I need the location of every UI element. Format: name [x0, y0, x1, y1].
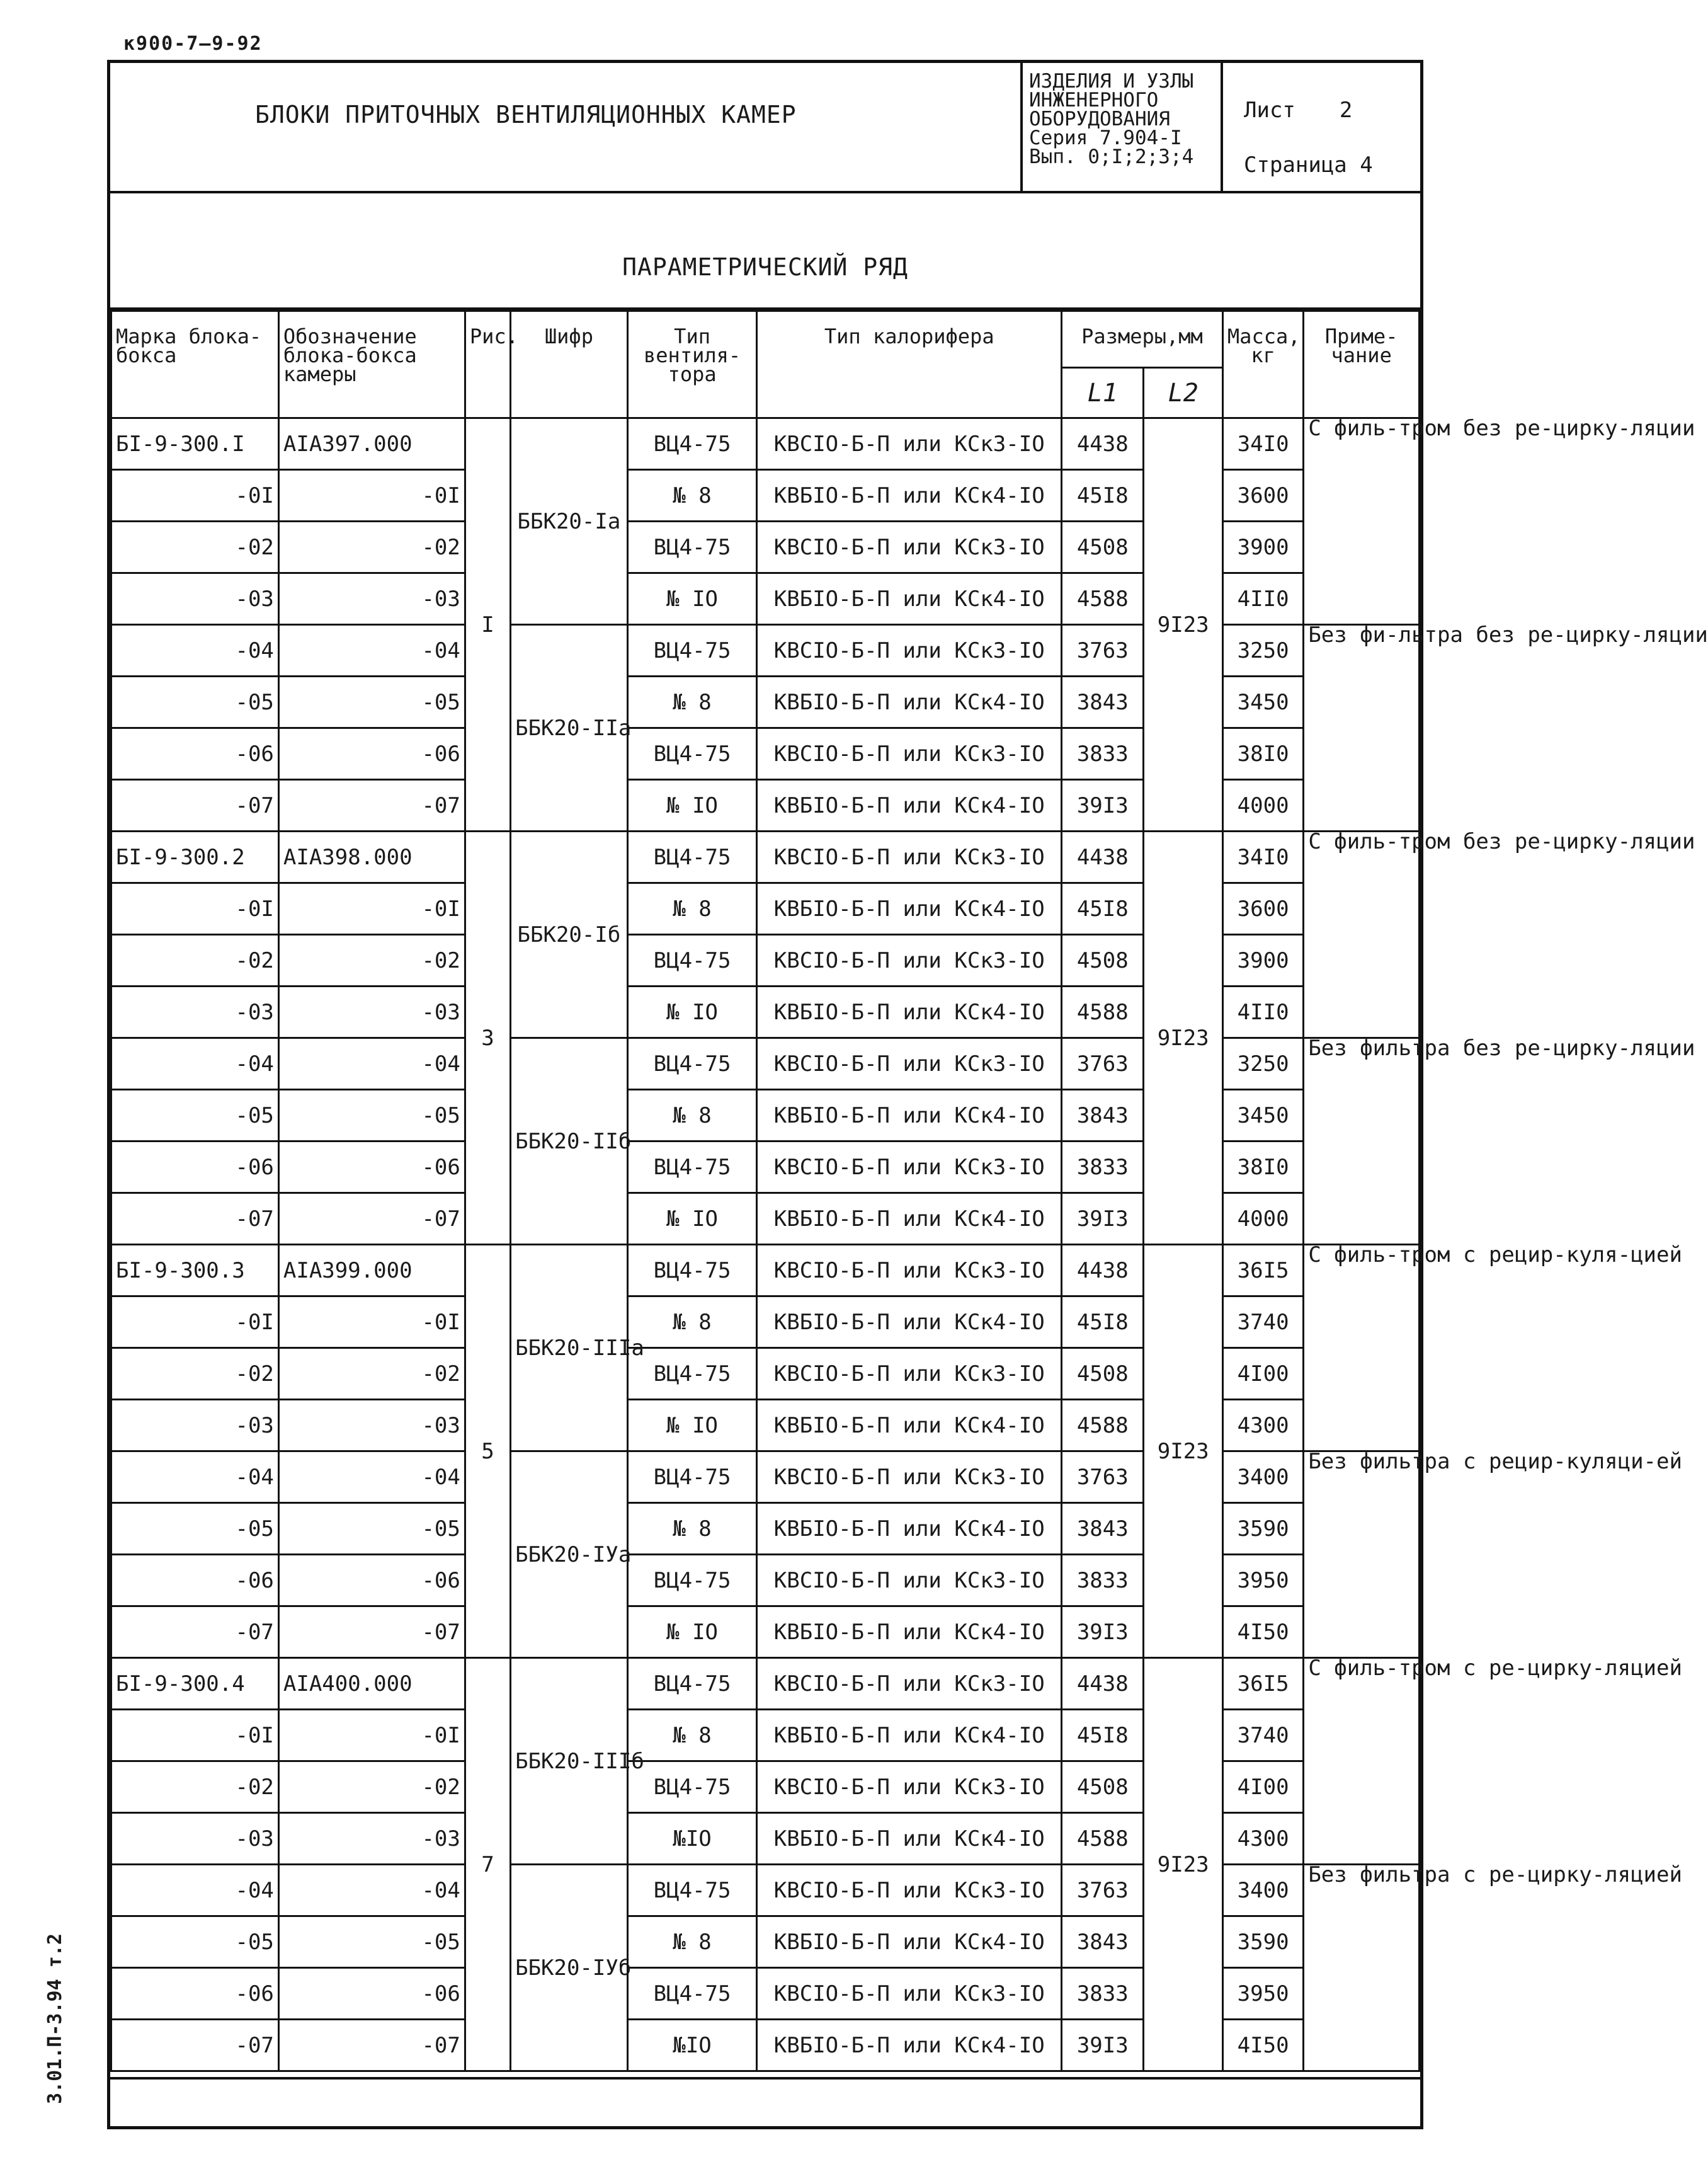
note: С филь-тром без ре-цирку-ляции [1304, 832, 1420, 1038]
table-row [111, 1658, 1420, 1710]
drawing-sheet [107, 60, 1708, 2129]
heater-type: КВБIО-Б-П или КСк4-IО [757, 1813, 1062, 1865]
block-mark: -03 [111, 573, 279, 625]
mass-kg: 3900 [1222, 935, 1303, 987]
col-header-l1: L1 [1062, 368, 1144, 418]
block-mark: -04 [111, 1038, 279, 1090]
table-row [111, 1968, 1420, 2020]
fan-type: № IО [627, 1400, 757, 1451]
fan-type: ВЦ4-75 [627, 625, 757, 677]
fan-type: № IО [627, 573, 757, 625]
fan-type: ВЦ4-75 [627, 522, 757, 573]
fan-type: ВЦ4-75 [627, 1038, 757, 1090]
block-mark: -06 [111, 1968, 279, 2020]
heater-type: КВСIО-Б-П или КСк3-IО [757, 1348, 1062, 1400]
col-header-fan: Тип вентиля-тора [627, 311, 757, 418]
heater-type: КВСIО-Б-П или КСк3-IО [757, 1141, 1062, 1193]
table-row [111, 677, 1420, 728]
fan-type: № IО [627, 780, 757, 832]
block-code: ББК20-IIIб [511, 1658, 628, 1865]
table-body [111, 416, 1708, 2071]
mass-kg: 3740 [1222, 1710, 1303, 1761]
mass-kg: 4II0 [1222, 987, 1303, 1038]
block-code: ББК20-Iа [511, 418, 628, 625]
fan-type: №IО [627, 1813, 757, 1865]
mass-kg: 4I00 [1222, 1348, 1303, 1400]
note: С филь-тром с ре-цирку-ляцией [1304, 1658, 1420, 1865]
block-code: ББК20-IУа [511, 1451, 628, 1658]
sheet-label: Лист [1244, 98, 1295, 123]
block-designation: -07 [278, 2020, 465, 2071]
table-title: ПАРАМЕТРИЧЕСКИЙ РЯД [110, 193, 1420, 310]
mass-kg: 36I5 [1222, 1658, 1303, 1710]
note: Без фильтра с рецир-куляци-ей [1304, 1451, 1420, 1658]
size-l1: 4588 [1062, 1400, 1144, 1451]
heater-type: КВБIО-Б-П или КСк4-IО [757, 470, 1062, 522]
fan-type: № 8 [627, 883, 757, 935]
table-row [111, 1710, 1420, 1761]
col-header-mass: Масса, кг [1222, 311, 1303, 418]
table-row [111, 1296, 1420, 1348]
fan-type: ВЦ4-75 [627, 832, 757, 883]
mass-kg: 36I5 [1222, 1245, 1303, 1296]
block-mark: -07 [111, 1193, 279, 1245]
table-row [111, 832, 1420, 883]
table-row [111, 1348, 1420, 1400]
block-designation: -0I [278, 1296, 465, 1348]
size-l1: 39I3 [1062, 780, 1144, 832]
fan-type: № IО [627, 1193, 757, 1245]
block-designation: -06 [278, 1141, 465, 1193]
size-l1: 39I3 [1062, 1606, 1144, 1658]
block-mark: -03 [111, 1813, 279, 1865]
block-mark: -03 [111, 1400, 279, 1451]
table-row [111, 987, 1420, 1038]
block-mark: -0I [111, 883, 279, 935]
mass-kg: 38I0 [1222, 728, 1303, 780]
size-l1: 3763 [1062, 625, 1144, 677]
mass-kg: 4000 [1222, 1193, 1303, 1245]
heater-type: КВСIО-Б-П или КСк3-IО [757, 1968, 1062, 2020]
table-row [111, 1813, 1420, 1865]
table-row [111, 1038, 1420, 1090]
fan-type: № IО [627, 987, 757, 1038]
heater-type: КВСIО-Б-П или КСк3-IО [757, 832, 1062, 883]
heater-type: КВСIО-Б-П или КСк3-IО [757, 522, 1062, 573]
table-row [111, 1761, 1420, 1813]
size-l1: 4588 [1062, 987, 1144, 1038]
heater-type: КВБIО-Б-П или КСк4-IО [757, 573, 1062, 625]
note: Без фильтра без ре-цирку-ляции [1304, 1038, 1420, 1245]
table-row [111, 1865, 1420, 1916]
block-mark: -03 [111, 987, 279, 1038]
block-mark: -07 [111, 2020, 279, 2071]
table-row [111, 883, 1420, 935]
size-l1: 39I3 [1062, 2020, 1144, 2071]
mass-kg: 3900 [1222, 522, 1303, 573]
block-mark: -05 [111, 1916, 279, 1968]
table-row [111, 1555, 1420, 1606]
mass-kg: 3590 [1222, 1916, 1303, 1968]
size-l1: 3833 [1062, 1141, 1144, 1193]
heater-type: КВБIО-Б-П или КСк4-IО [757, 1916, 1062, 1968]
mass-kg: 3400 [1222, 1865, 1303, 1916]
heater-type: КВБIО-Б-П или КСк4-IО [757, 1606, 1062, 1658]
block-designation: АIА397.000 [278, 418, 465, 470]
size-l2: 9I23 [1144, 418, 1222, 832]
heater-type: КВСIО-Б-П или КСк3-IО [757, 1038, 1062, 1090]
size-l1: 4508 [1062, 1348, 1144, 1400]
block-designation: -03 [278, 573, 465, 625]
size-l2: 9I23 [1144, 832, 1222, 1245]
figure-number: 3 [465, 832, 510, 1245]
mass-kg: 3590 [1222, 1503, 1303, 1555]
size-l1: 4438 [1062, 1658, 1144, 1710]
block-designation: -03 [278, 1813, 465, 1865]
block-mark: -0I [111, 1710, 279, 1761]
heater-type: КВБIО-Б-П или КСк4-IО [757, 1193, 1062, 1245]
fan-type: № 8 [627, 470, 757, 522]
mass-kg: 4300 [1222, 1813, 1303, 1865]
series-block [1020, 63, 1223, 191]
block-designation: -0I [278, 883, 465, 935]
heater-type: КВБIО-Б-П или КСк4-IО [757, 1400, 1062, 1451]
size-l1: 3833 [1062, 728, 1144, 780]
fan-type: ВЦ4-75 [627, 728, 757, 780]
series-line: Серия 7.904-I [1029, 127, 1182, 149]
mass-kg: 38I0 [1222, 1141, 1303, 1193]
block-designation: -05 [278, 1916, 465, 1968]
fan-type: № 8 [627, 1916, 757, 1968]
mass-kg: 4I50 [1222, 2020, 1303, 2071]
document-code: к900-7—9-92 [123, 33, 263, 55]
table-row [111, 728, 1420, 780]
heater-type: КВСIО-Б-П или КСк3-IО [757, 1865, 1062, 1916]
title-block [110, 63, 1420, 193]
block-mark: -02 [111, 1348, 279, 1400]
block-code: ББК20-IIб [511, 1038, 628, 1245]
block-code: ББК20-IIIа [511, 1245, 628, 1451]
table-row [111, 522, 1420, 573]
block-code: ББК20-IIа [511, 625, 628, 832]
block-designation: -06 [278, 1968, 465, 2020]
fan-type: ВЦ4-75 [627, 1245, 757, 1296]
series-line: ИЗДЕЛИЯ И УЗЛЫ [1029, 70, 1194, 93]
heater-type: КВСIО-Б-П или КСк3-IО [757, 1658, 1062, 1710]
size-l1: 4438 [1062, 832, 1144, 883]
mass-kg: 3600 [1222, 470, 1303, 522]
block-mark: -06 [111, 1141, 279, 1193]
mass-kg: 4I00 [1222, 1761, 1303, 1813]
heater-type: КВБIО-Б-П или КСк4-IО [757, 2020, 1062, 2071]
heater-type: КВСIО-Б-П или КСк3-IО [757, 1555, 1062, 1606]
block-code: ББК20-IУб [511, 1865, 628, 2071]
mass-kg: 34I0 [1222, 418, 1303, 470]
size-l2: 9I23 [1144, 1245, 1222, 1658]
mass-kg: 3450 [1222, 677, 1303, 728]
document-title: БЛОКИ ПРИТОЧНЫХ ВЕНТИЛЯЦИОННЫХ КАМЕР [255, 101, 797, 129]
block-designation: -02 [278, 1348, 465, 1400]
size-l1: 4588 [1062, 1813, 1144, 1865]
block-mark: -04 [111, 1451, 279, 1503]
block-designation: АIА398.000 [278, 832, 465, 883]
fan-type: ВЦ4-75 [627, 1348, 757, 1400]
block-mark: -0I [111, 470, 279, 522]
fan-type: ВЦ4-75 [627, 1141, 757, 1193]
footer-band [110, 2077, 1420, 2126]
heater-type: КВСIО-Б-П или КСк3-IО [757, 935, 1062, 987]
heater-type: КВБIО-Б-П или КСк4-IО [757, 987, 1062, 1038]
size-l1: 4588 [1062, 573, 1144, 625]
block-mark: -04 [111, 625, 279, 677]
heater-type: КВБIО-Б-П или КСк4-IО [757, 1710, 1062, 1761]
size-l1: 3833 [1062, 1555, 1144, 1606]
mass-kg: 3250 [1222, 1038, 1303, 1090]
fan-type: № 8 [627, 1090, 757, 1141]
fan-type: № 8 [627, 1503, 757, 1555]
heater-type: КВСIО-Б-П или КСк3-IО [757, 418, 1062, 470]
block-mark: -02 [111, 522, 279, 573]
heater-type: КВСIО-Б-П или КСк3-IО [757, 1451, 1062, 1503]
block-designation: -02 [278, 522, 465, 573]
table-row [111, 625, 1420, 677]
table-row [111, 1606, 1420, 1658]
block-designation: АIА400.000 [278, 1658, 465, 1710]
block-mark: -05 [111, 677, 279, 728]
mass-kg: 34I0 [1222, 832, 1303, 883]
size-l1: 3763 [1062, 1865, 1144, 1916]
table-row [111, 1141, 1420, 1193]
series-line: ИНЖЕНЕРНОГО [1029, 89, 1159, 112]
table-row [111, 1090, 1420, 1141]
table-row [111, 1193, 1420, 1245]
col-header-mark: Марка блока-бокса [111, 311, 279, 418]
col-header-note: Приме-чание [1304, 311, 1420, 418]
block-mark: -02 [111, 1761, 279, 1813]
block-designation: АIА399.000 [278, 1245, 465, 1296]
fan-type: № 8 [627, 1296, 757, 1348]
block-designation: -05 [278, 1090, 465, 1141]
size-l1: 4508 [1062, 522, 1144, 573]
block-designation: -07 [278, 1606, 465, 1658]
block-mark: -05 [111, 1503, 279, 1555]
mass-kg: 3950 [1222, 1968, 1303, 2020]
table-row [111, 1245, 1420, 1296]
size-l1: 45I8 [1062, 470, 1144, 522]
fan-type: ВЦ4-75 [627, 1968, 757, 2020]
table-row [111, 1503, 1420, 1555]
block-mark: БI-9-300.3 [111, 1245, 279, 1296]
size-l1: 3843 [1062, 1090, 1144, 1141]
fan-type: ВЦ4-75 [627, 1451, 757, 1503]
page-label: Страница 4 [1244, 152, 1373, 178]
block-designation: -04 [278, 1451, 465, 1503]
block-mark: -06 [111, 1555, 279, 1606]
size-l1: 3843 [1062, 677, 1144, 728]
note: Без фи-льтра без ре-цирку-ляции [1304, 625, 1420, 832]
sheet-number: 2 [1339, 98, 1353, 123]
heater-type: КВБIО-Б-П или КСк4-IО [757, 1090, 1062, 1141]
series-line: ОБОРУДОВАНИЯ [1029, 108, 1170, 130]
heater-type: КВБIО-Б-П или КСк4-IО [757, 677, 1062, 728]
table-row [111, 1451, 1420, 1503]
heater-type: КВБIО-Б-П или КСк4-IО [757, 1296, 1062, 1348]
table-row [111, 780, 1420, 832]
block-designation: -0I [278, 1710, 465, 1761]
size-l1: 4438 [1062, 418, 1144, 470]
size-l1: 3763 [1062, 1038, 1144, 1090]
fan-type: ВЦ4-75 [627, 1865, 757, 1916]
note: Без фильтра с ре-цирку-ляцией [1304, 1865, 1420, 2071]
block-designation: -05 [278, 677, 465, 728]
size-l1: 3843 [1062, 1503, 1144, 1555]
block-designation: -02 [278, 1761, 465, 1813]
series-line: Вып. 0;I;2;3;4 [1029, 146, 1194, 168]
fan-type: № 8 [627, 1710, 757, 1761]
size-l1: 3833 [1062, 1968, 1144, 2020]
size-l1: 45I8 [1062, 1296, 1144, 1348]
block-designation: -06 [278, 1555, 465, 1606]
block-mark: -04 [111, 1865, 279, 1916]
figure-number: 7 [465, 1658, 510, 2071]
mass-kg: 3250 [1222, 625, 1303, 677]
mass-kg: 4300 [1222, 1400, 1303, 1451]
mass-kg: 3740 [1222, 1296, 1303, 1348]
size-l2: 9I23 [1144, 1658, 1222, 2071]
sheet-number-block [1244, 98, 1352, 123]
table-row [111, 573, 1420, 625]
size-l1: 3843 [1062, 1916, 1144, 1968]
mass-kg: 3600 [1222, 883, 1303, 935]
note: С филь-тром без ре-цирку-ляции [1304, 418, 1420, 625]
mass-kg: 4I50 [1222, 1606, 1303, 1658]
figure-number: I [465, 418, 510, 832]
heater-type: КВБIО-Б-П или КСк4-IО [757, 1503, 1062, 1555]
table-row [111, 418, 1420, 470]
block-mark: БI-9-300.4 [111, 1658, 279, 1710]
block-designation: -04 [278, 1865, 465, 1916]
col-header-designation: Обозначение блока-бокса камеры [278, 311, 465, 418]
heater-type: КВСIО-Б-П или КСк3-IО [757, 1245, 1062, 1296]
block-mark: -07 [111, 1606, 279, 1658]
col-header-sizes: Размеры,мм [1062, 311, 1223, 368]
table-row [111, 470, 1420, 522]
fan-type: ВЦ4-75 [627, 1555, 757, 1606]
col-header-figure: Рис. [465, 311, 510, 418]
heater-type: КВБIО-Б-П или КСк4-IО [757, 780, 1062, 832]
heater-type: КВСIО-Б-П или КСк3-IО [757, 625, 1062, 677]
mass-kg: 3450 [1222, 1090, 1303, 1141]
size-l1: 4508 [1062, 935, 1144, 987]
block-designation: -06 [278, 728, 465, 780]
block-designation: -04 [278, 625, 465, 677]
col-header-l2: L2 [1144, 368, 1222, 418]
fan-type: ВЦ4-75 [627, 935, 757, 987]
size-l1: 4508 [1062, 1761, 1144, 1813]
size-l1: 3763 [1062, 1451, 1144, 1503]
size-l1: 45I8 [1062, 1710, 1144, 1761]
block-mark: -07 [111, 780, 279, 832]
size-l1: 39I3 [1062, 1193, 1144, 1245]
block-designation: -03 [278, 987, 465, 1038]
block-mark: -05 [111, 1090, 279, 1141]
block-designation: -05 [278, 1503, 465, 1555]
table-row [111, 935, 1420, 987]
col-header-code: Шифр [511, 311, 628, 418]
table-row [111, 1916, 1420, 1968]
block-designation: -02 [278, 935, 465, 987]
figure-number: 5 [465, 1245, 510, 1658]
mass-kg: 3950 [1222, 1555, 1303, 1606]
fan-type: ВЦ4-75 [627, 418, 757, 470]
mass-kg: 4II0 [1222, 573, 1303, 625]
block-designation: -07 [278, 1193, 465, 1245]
parametric-table [110, 310, 1708, 2072]
table-row [111, 2020, 1420, 2071]
block-mark: -02 [111, 935, 279, 987]
fan-type: ВЦ4-75 [627, 1658, 757, 1710]
fan-type: №IО [627, 2020, 757, 2071]
table-row [111, 1400, 1420, 1451]
heater-type: КВБIО-Б-П или КСк4-IО [757, 883, 1062, 935]
mass-kg: 3400 [1222, 1451, 1303, 1503]
side-archive-code: 3.01.П-3.94 т.2 [44, 1933, 66, 2104]
fan-type: № 8 [627, 677, 757, 728]
heater-type: КВСIО-Б-П или КСк3-IО [757, 728, 1062, 780]
fan-type: № IО [627, 1606, 757, 1658]
block-mark: -06 [111, 728, 279, 780]
size-l1: 45I8 [1062, 883, 1144, 935]
block-designation: -04 [278, 1038, 465, 1090]
block-mark: БI-9-300.I [111, 418, 279, 470]
block-designation: -03 [278, 1400, 465, 1451]
block-mark: БI-9-300.2 [111, 832, 279, 883]
col-header-heater: Тип калорифера [757, 311, 1062, 418]
note: С филь-тром с рецир-куля-цией [1304, 1245, 1420, 1451]
fan-type: ВЦ4-75 [627, 1761, 757, 1813]
size-l1: 4438 [1062, 1245, 1144, 1296]
heater-type: КВСIО-Б-П или КСк3-IО [757, 1761, 1062, 1813]
block-code: ББК20-Iб [511, 832, 628, 1038]
block-mark: -0I [111, 1296, 279, 1348]
block-designation: -07 [278, 780, 465, 832]
block-designation: -0I [278, 470, 465, 522]
mass-kg: 4000 [1222, 780, 1303, 832]
